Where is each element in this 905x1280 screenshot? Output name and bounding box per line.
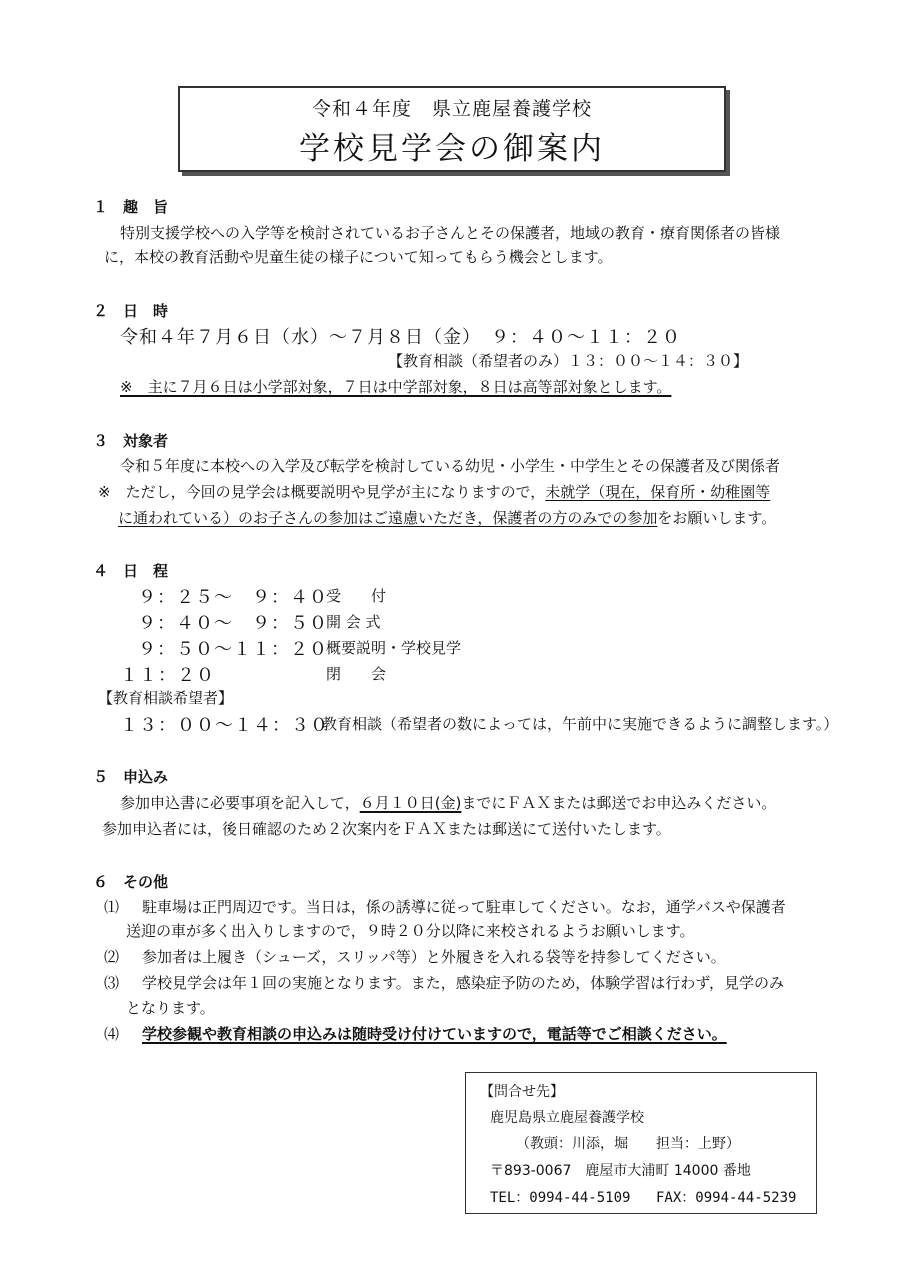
target-day-note: ※ 主に７月６日は小学部対象，７日は中学部対象，８日は高等部対象とします。	[120, 378, 672, 396]
section-5-heading: ５ 申込み	[93, 768, 169, 786]
contact-box	[465, 1072, 817, 1214]
section-2-heading: ２ 日 時	[93, 302, 169, 320]
s3-line2-underlined: 未就学（現在，保育所・幼稚園等	[545, 483, 771, 501]
schedule-row-time: ９：５０～１１：２０	[138, 639, 328, 660]
s6-item2-line1: 参加者は上履き（シューズ，スリッパ等）と外履きを入れる袋等を持参してください。	[142, 948, 726, 966]
s5-line1	[120, 792, 776, 813]
section-3-heading: ３ 対象者	[93, 432, 169, 450]
consult-heading: 【教育相談希望者】	[98, 689, 234, 707]
s6-item3-line2: となります。	[126, 999, 215, 1017]
s6-item1-line2: 送迎の車が多く出入りしますので，９時２０分以降に来校されるようお願いします。	[126, 922, 695, 940]
contact-fax: FAX：0994-44-5239	[656, 1190, 797, 1206]
contact-heading: 【問合せ先】	[480, 1084, 564, 1100]
s1-line2: に，本校の教育活動や児童生徒の様子について知ってもらう機会とします。	[104, 248, 613, 266]
consult-time: １３：００～１４：３０	[120, 715, 329, 736]
s6-item4-line1: 学校参観や教育相談の申込みは随時受け付けていますので，電話等でご相談ください。	[142, 1025, 727, 1043]
contact-staff: （教頭：川添，堀 担当：上野）	[516, 1136, 740, 1152]
s3-line3	[118, 507, 776, 528]
section-6-heading: ６ その他	[93, 873, 169, 891]
consult-time-note: 【教育相談（希望者のみ）１３：００～１４：３０】	[388, 352, 749, 370]
consult-item: 教育相談（希望者の数によっては，午前中に実施できるように調整します。）	[322, 715, 839, 733]
schedule-row-item: 開 会 式	[326, 613, 381, 631]
s3-line2	[98, 481, 770, 502]
item-number: ⑷	[104, 1025, 120, 1043]
schedule-row-item: 概要説明・学校見学	[326, 639, 462, 657]
item-number: ⑴	[104, 898, 120, 916]
s3-line2-text: ※ ただし，今回の見学会は概要説明や見学が主になりますので，	[98, 483, 546, 501]
item-number: ⑵	[104, 948, 120, 966]
s3-line3-text: をお願いします。	[657, 509, 777, 527]
section-4-heading: ４ 日 程	[93, 562, 169, 580]
item-number: ⑶	[104, 974, 120, 992]
document-title: 学校見学会の御案内	[299, 131, 605, 167]
title-box	[178, 86, 726, 172]
s3-line3-underlined: に通われている）のお子さんの参加はご遠慮いただき，保護者の方のみでの参加	[118, 509, 658, 527]
contact-address: 〒893-0067 鹿屋市大浦町 14000 番地	[490, 1163, 751, 1179]
s5-line1-text-post: までにＦＡＸまたは郵送でお申込みください。	[461, 794, 777, 812]
s3-line1: 令和５年度に本校への入学及び転学を検討している幼児・小学生・中学生とその保護者及び関係者	[120, 457, 781, 475]
s1-line1: 特別支援学校への入学等を検討されているお子さんとその保護者，地域の教育・療育関係者の皆様	[120, 224, 781, 242]
event-date: 令和４年７月６日（水）～７月８日（金） ９：４０～１１：２０	[120, 327, 681, 348]
s6-item3-line1: 学校見学会は年１回の実施となります。また，感染症予防のため，体験学習は行わず，見学のみ	[142, 974, 785, 992]
contact-school: 鹿児島県立鹿屋養護学校	[490, 1110, 644, 1126]
section-1-heading: １ 趣 旨	[93, 198, 169, 216]
s5-line1-text: 参加申込書に必要事項を記入して，	[120, 794, 360, 812]
contact-tel: TEL：0994-44-5109	[490, 1190, 631, 1206]
s6-item1-line1: 駐車場は正門周辺です。当日は，係の誘導に従って駐車してください。なお，通学バスや保護者	[142, 898, 786, 916]
schedule-row-time: １１：２０	[120, 665, 215, 686]
deadline-date: ６月１０日(金)	[359, 794, 462, 812]
schedule-row-time: ９：２５～ ９：４０	[138, 587, 328, 608]
schedule-row-time: ９：４０～ ９：５０	[138, 613, 328, 634]
s5-line2: 参加申込者には，後日確認のため２次案内をＦＡＸまたは郵送にて送付いたします。	[102, 820, 671, 838]
schedule-row-item: 閉 会	[326, 665, 387, 683]
schedule-row-item: 受 付	[326, 587, 387, 605]
document-subtitle: 令和４年度 県立鹿屋養護学校	[311, 98, 592, 120]
